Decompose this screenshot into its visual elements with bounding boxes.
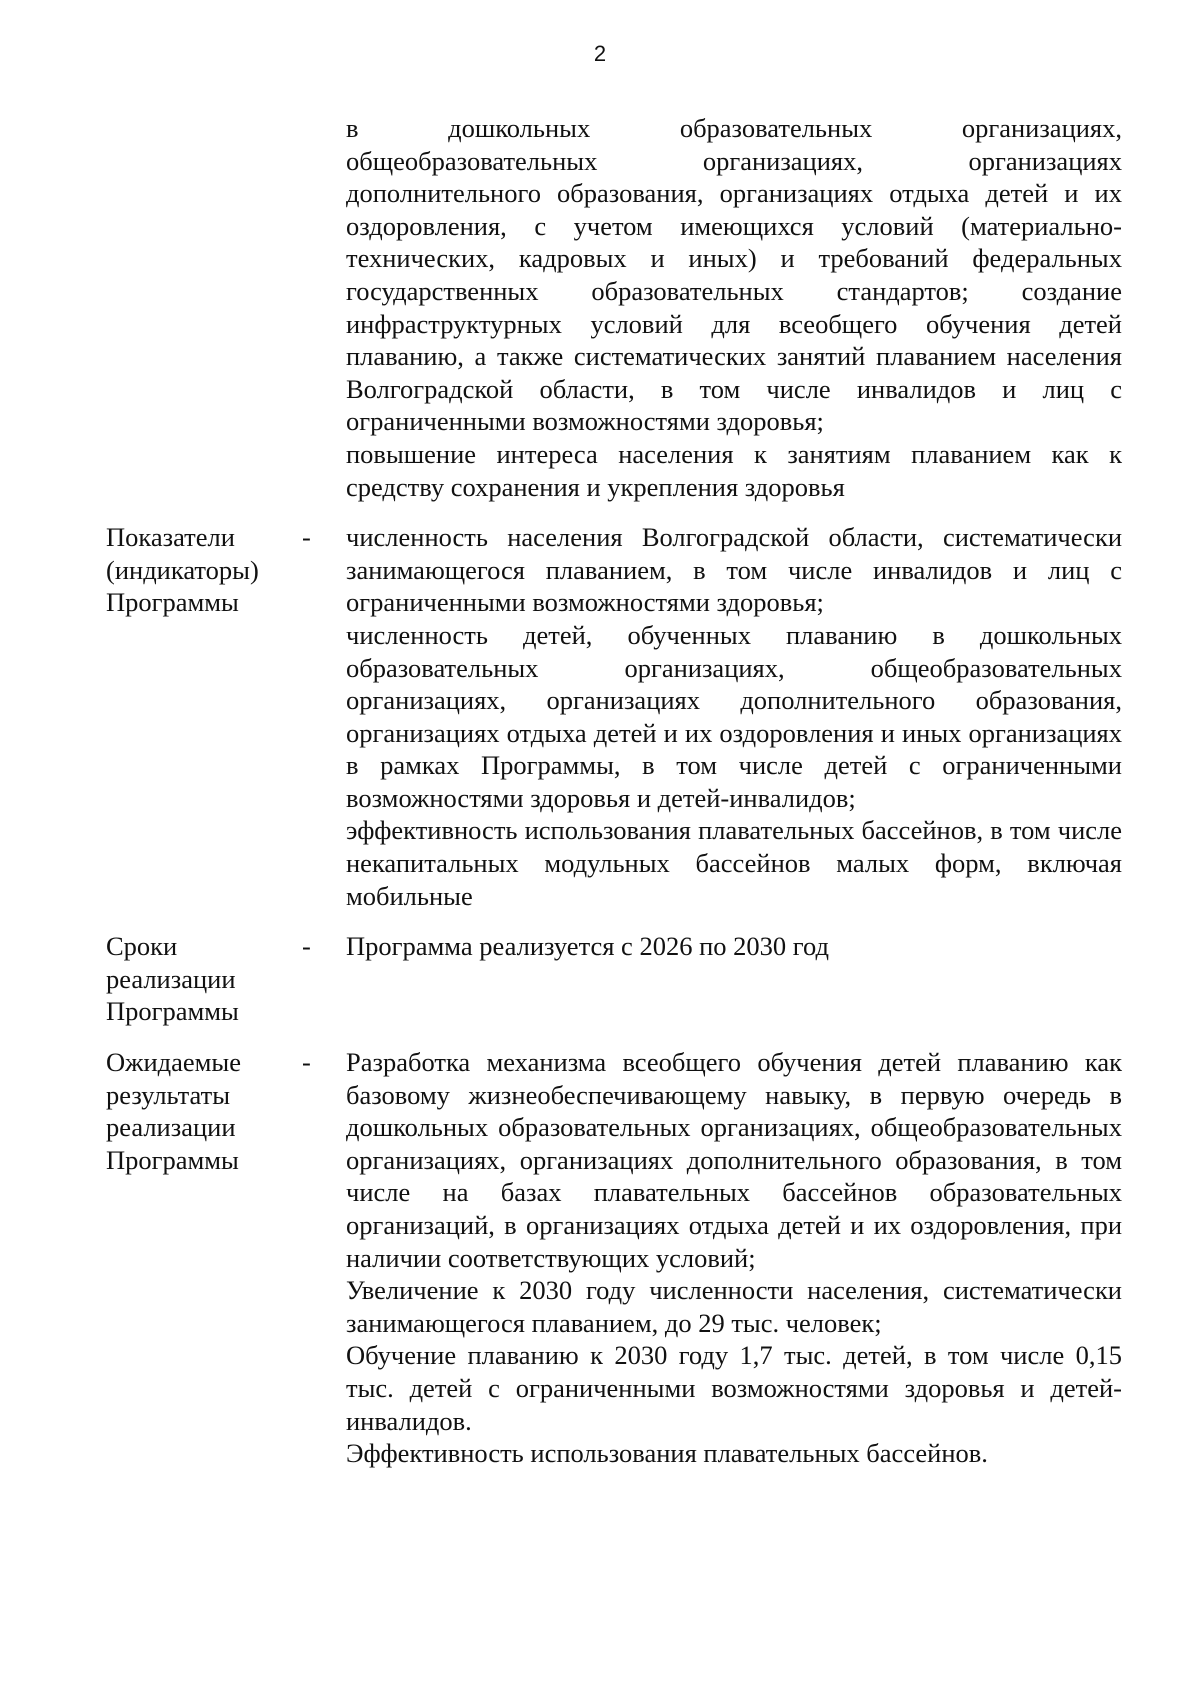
section-value bbox=[346, 521, 1122, 912]
page-number: 2 bbox=[593, 41, 607, 66]
section-dash: - bbox=[302, 1047, 311, 1078]
paragraph: Эффективность использования плавательных бассейнов. bbox=[346, 1438, 988, 1469]
section-label: Сроки реализации Программы bbox=[106, 931, 239, 1027]
paragraph: повышение интереса населения к занятиям плаванием как к средству сохранения и укрепления здоровья bbox=[346, 438, 1122, 502]
section-dash: - bbox=[302, 931, 311, 962]
section-results bbox=[106, 1046, 1122, 1470]
section-value bbox=[346, 930, 1122, 963]
section-indicators bbox=[106, 521, 1122, 912]
section-value bbox=[346, 112, 1122, 503]
paragraph: Разработка механизма всеобщего обучения детей плаванию как базовому жизнеобеспечивающему навыку, в первую очередь в дошкольных образовательных организациях, общеобразовательных организациях, организациях дополнительного образования, в том числе на базах плавательных бассейнов образовательных организаций, в организациях отдыха детей и их оздоровления, при наличии соответствующих условий; bbox=[346, 1047, 1122, 1273]
paragraph: численность детей, обученных плаванию в дошкольных образовательных организациях, общеобразовательных организациях, организациях дополнительного образования, организациях отдыха детей и их оздоровления и иных организациях в рамках Программы, в том числе детей с ограниченными возможностями здоровья и детей-инвалидов; bbox=[346, 619, 1122, 813]
paragraph: Обучение плаванию к 2030 году 1,7 тыс. детей, в том числе 0,15 тыс. детей с ограниченными возможностями здоровья и детей-инвалидов. bbox=[346, 1340, 1122, 1436]
paragraph: Программа реализуется с 2026 по 2030 год bbox=[346, 931, 829, 962]
section-value bbox=[346, 1046, 1122, 1470]
paragraph: в дошкольных образовательных организациях, общеобразовательных организациях, организациях дополнительного образования, организациях отдыха детей и их оздоровления, с учетом имеющихся условий (материально-технических, кадровых и иных) и требований федеральных государственных образовательных стандартов; создание инфраструктурных условий для всеобщего обучения детей плаванию, а также систематических занятий плаванием населения Волгоградской области, в том числе инвалидов и лиц с ограниченными возможностями здоровья; bbox=[346, 113, 1122, 437]
paragraph: численность населения Волгоградской области, систематически занимающегося плаванием, в том числе инвалидов и лиц с ограниченными возможностями здоровья; bbox=[346, 522, 1122, 618]
section-dash: - bbox=[302, 522, 311, 553]
document-body bbox=[106, 112, 1122, 1470]
section-label: Ожидаемые результаты реализации Программы bbox=[106, 1047, 241, 1175]
paragraph: Увеличение к 2030 году численности населения, систематически занимающегося плаванием, до 29 тыс. человек; bbox=[346, 1275, 1122, 1338]
section-goals bbox=[106, 112, 1122, 503]
section-terms bbox=[106, 930, 1122, 1028]
section-label: Показатели (индикаторы) Программы bbox=[106, 522, 259, 618]
paragraph: эффективность использования плавательных бассейнов, в том числе некапитальных модульных бассейнов малых форм, включая мобильные bbox=[346, 815, 1122, 911]
